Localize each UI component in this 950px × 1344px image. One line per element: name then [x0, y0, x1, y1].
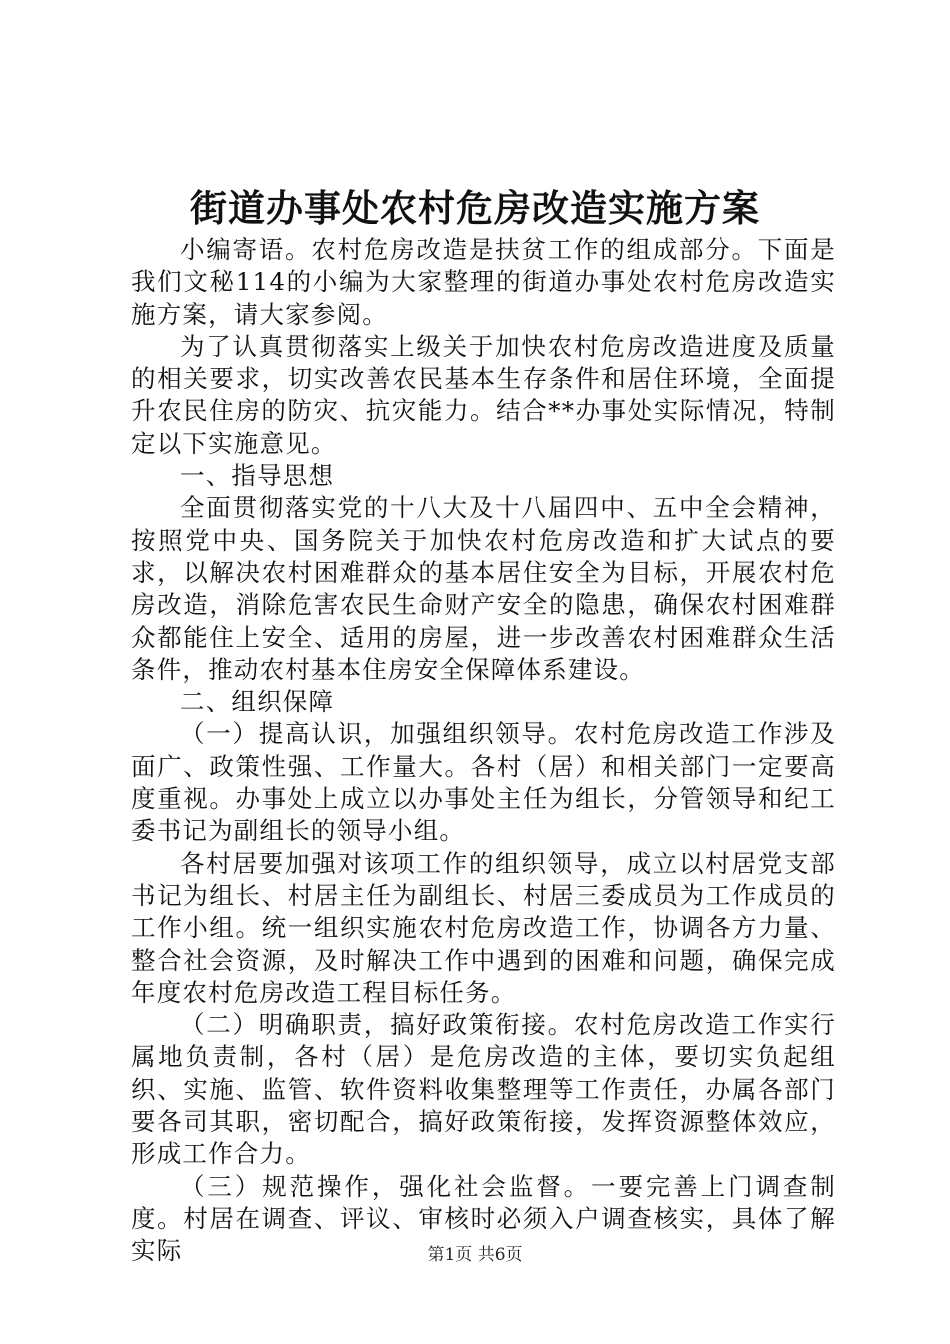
section-heading-organization: 二、组织保障: [180, 687, 335, 717]
paragraph-guiding-ideology: 全面贯彻落实党的十八大及十八届四中、五中全会精神，按照党中央、国务院关于加快农村危房改造和扩大试点的要求，以解决农村困难群众的基本居住安全为目标，开展农村危房改造，消除危害农民生命财产安全的隐患，确保农村困难群众都能住上安全、适用的房屋，进一步改善农村困难群众生活条件，推动农村基本住房安全保障体系建设。: [131, 493, 836, 684]
paragraph-intro: 小编寄语。农村危房改造是扶贫工作的组成部分。下面是我们文秘114的小编为大家整理的街道办事处农村危房改造实施方案，请大家参阅。: [131, 235, 836, 329]
section-heading-guiding-ideology: 一、指导思想: [180, 461, 335, 491]
paragraph-organization-2: 各村居要加强对该项工作的组织领导，成立以村居党支部书记为组长、村居主任为副组长、村居三委成员为工作成员的工作小组。统一组织实施农村危房改造工作，协调各方力量、整合社会资源，及时解决工作中遇到的困难和问题，确保完成年度农村危房改造工程目标任务。: [131, 848, 836, 1007]
paragraph-purpose: 为了认真贯彻落实上级关于加快农村危房改造进度及质量的相关要求，切实改善农民基本生存条件和居住环境，全面提升农民住房的防灾、抗灾能力。结合**办事处实际情况，特制定以下实施意见。: [131, 331, 836, 458]
document-title: 街道办事处农村危房改造实施方案: [190, 186, 760, 230]
document-body: [131, 234, 836, 1268]
page-number-footer: 第1页 共6页: [427, 1245, 523, 1265]
paragraph-responsibilities: （二）明确职责，搞好政策衔接。农村危房改造工作实行属地负责制，各村（居）是危房改造的主体，要切实负起组织、实施、监管、软件资料收集整理等工作责任，办属各部门要各司其职，密切配合，搞好政策衔接，发挥资源整体效应，形成工作合力。: [131, 1010, 836, 1169]
paragraph-organization-1: （一）提高认识，加强组织领导。农村危房改造工作涉及面广、政策性强、工作量大。各村（居）和相关部门一定要高度重视。办事处上成立以办事处主任为组长，分管领导和纪工委书记为副组长的领导小组。: [131, 719, 836, 846]
paragraph-supervision: （三）规范操作，强化社会监督。一要完善上门调查制度。村居在调查、评议、审核时必须入户调查核实，具体了解实际: [131, 1171, 836, 1266]
